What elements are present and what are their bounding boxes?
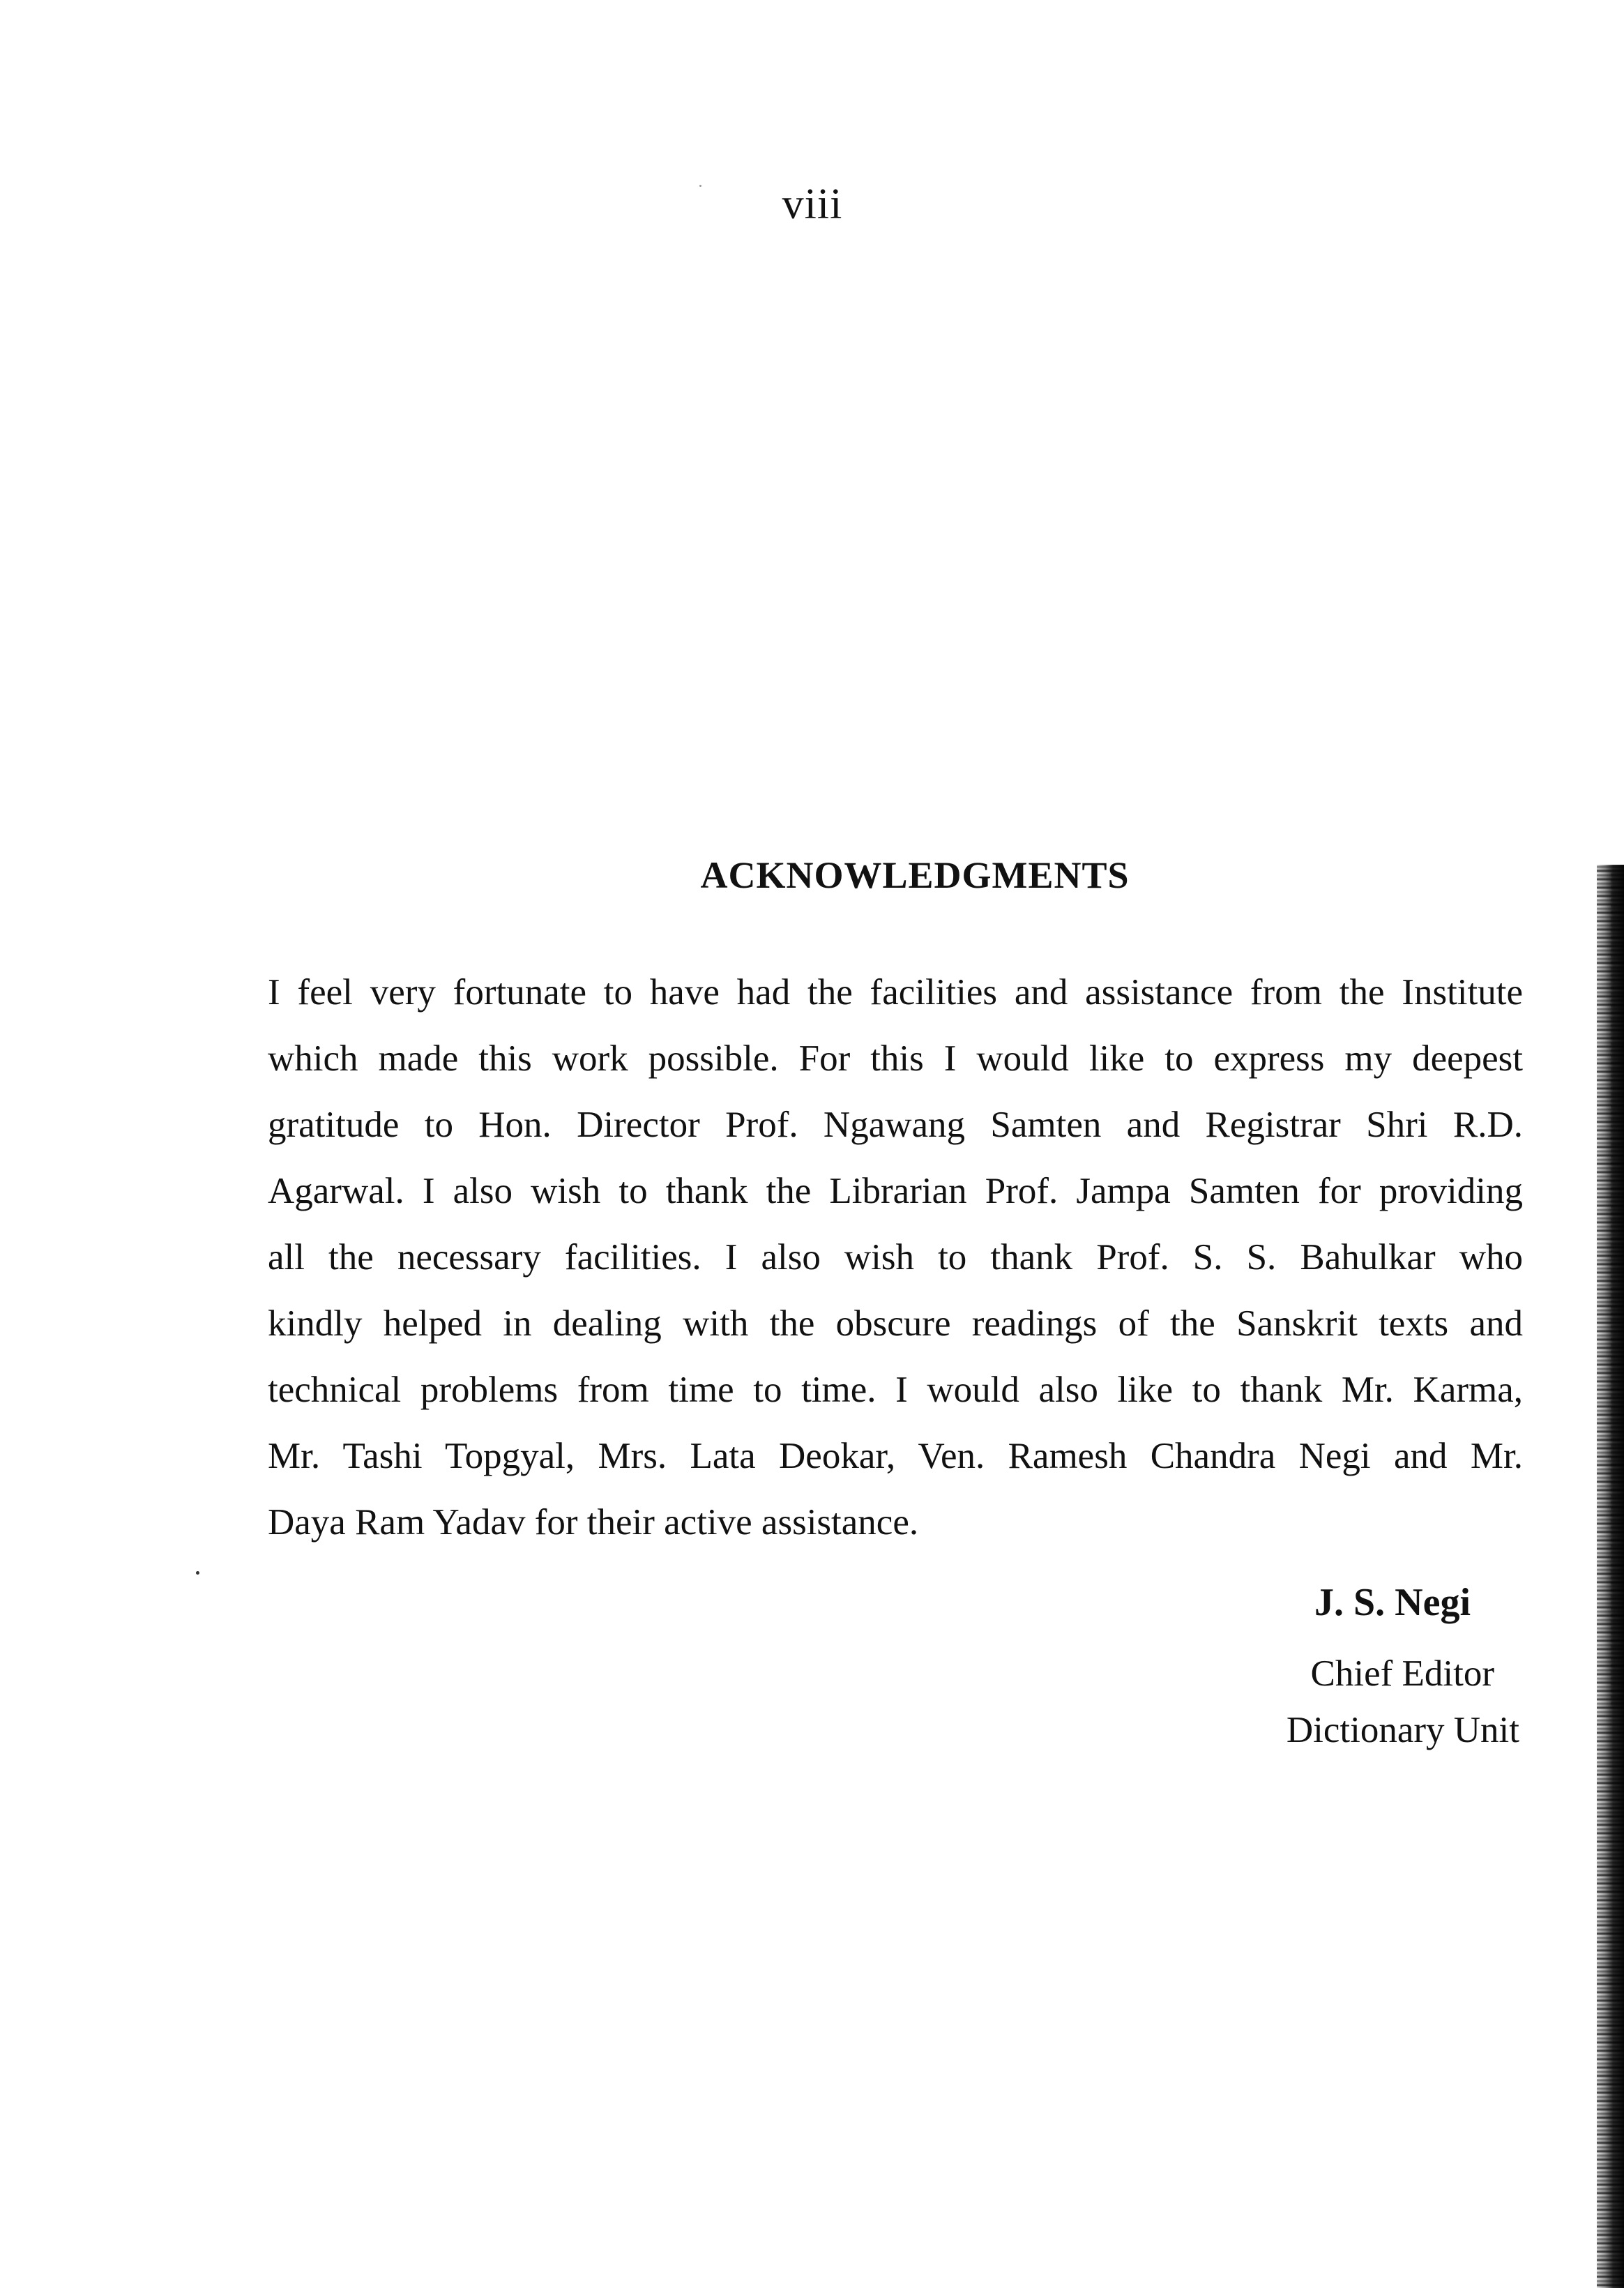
paragraph-line: Daya Ram Yadav for their active assistance.: [268, 1502, 919, 1543]
paragraph-line: Mr. Tashi Topgyal, Mrs. Lata Deokar, Ven. Ramesh Chandra Negi and Mr.: [268, 1436, 1523, 1476]
signatory-title: Chief Editor: [1310, 1653, 1494, 1694]
signatory-unit: Dictionary Unit: [1286, 1710, 1519, 1750]
scan-binding-edge-texture: [1611, 872, 1624, 1709]
acknowledgment-paragraph: [268, 960, 1523, 1556]
signatory-name: J. S. Negi: [1314, 1581, 1471, 1624]
paragraph-line: all the necessary facilities. I also wish to thank Prof. S. S. Bahulkar who: [268, 1237, 1523, 1278]
scan-speck: [196, 1571, 199, 1575]
signature-block: [1287, 1583, 1519, 1749]
paragraph-line: which made this work possible. For this I would like to express my deepest: [268, 1038, 1523, 1079]
paragraph-line: I feel very fortunate to have had the facilities and assistance from the Institute: [268, 972, 1523, 1013]
scan-speck: [699, 185, 701, 187]
page-number: viii: [782, 181, 843, 228]
paragraph-line: kindly helped in dealing with the obscure readings of the Sanskrit texts and: [268, 1303, 1523, 1344]
paragraph-line: gratitude to Hon. Director Prof. Ngawang Samten and Registrar Shri R.D.: [268, 1105, 1523, 1145]
paragraph-line: Agarwal. I also wish to thank the Librarian Prof. Jampa Samten for providing: [268, 1171, 1523, 1211]
paragraph-line: technical problems from time to time. I would also like to thank Mr. Karma,: [268, 1370, 1523, 1410]
section-heading: ACKNOWLEDGMENTS: [700, 854, 1130, 896]
